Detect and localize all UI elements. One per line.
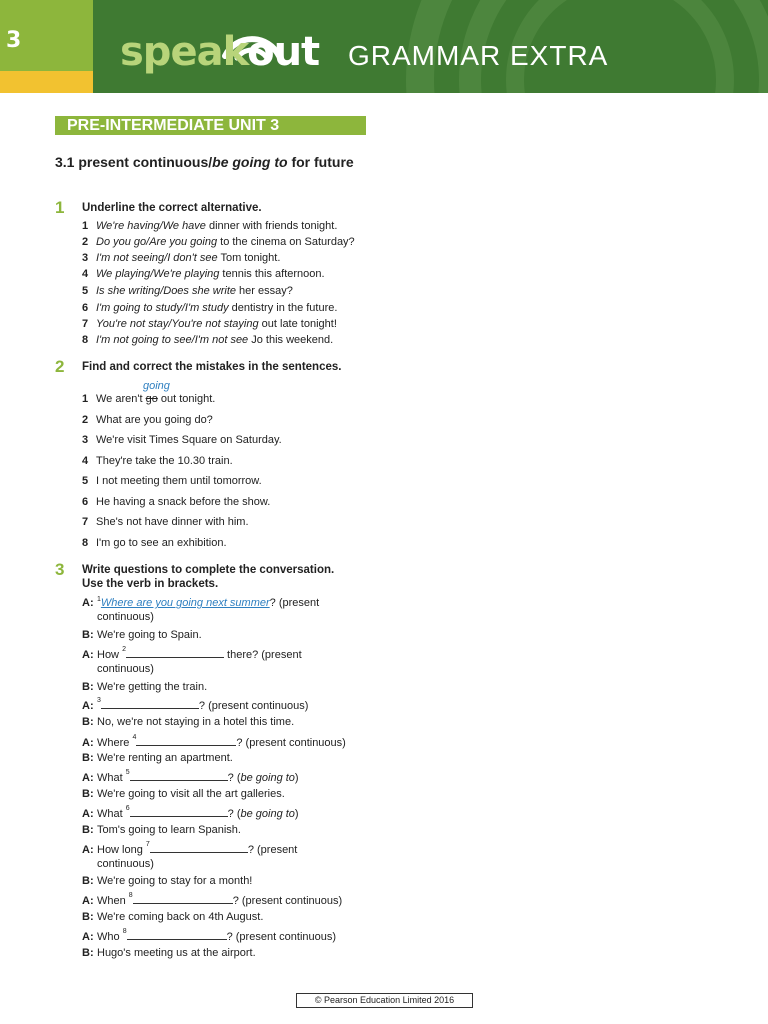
ex2-item: 6 He having a snack before the show. <box>82 496 271 508</box>
unit-number: 3 <box>6 28 22 53</box>
ex1-item: 1 We're having/We have dinner with friends tonight. <box>82 220 338 232</box>
exercise-1-number: 1 <box>55 198 65 217</box>
answer-blank[interactable] <box>136 734 236 746</box>
copyright-footer: © Pearson Education Limited 2016 <box>296 993 473 1008</box>
exercise-3-instruction: Write questions to complete the conversation. Use the verb in brackets. <box>82 564 335 590</box>
answer-blank[interactable] <box>101 697 199 709</box>
exercise-2-instruction: Find and correct the mistakes in the sentences. <box>82 361 342 373</box>
ex2-item: 3 We're visit Times Square on Saturday. <box>82 434 282 446</box>
exercise-1-instruction: Underline the correct alternative. <box>82 202 262 214</box>
exercise-3-number: 3 <box>55 560 65 579</box>
dialogue-line: A: When $^8$ ? (present continuous) <box>82 892 343 907</box>
dialogue-line: A: What $^5$ ? (be going to) <box>82 769 299 784</box>
dialogue-line: B: We're going to visit all the art galleries. <box>82 788 285 800</box>
dialogue-line: B: No, we're not staying in a hotel this time. <box>82 716 295 728</box>
dialogue-line: B: Tom's going to learn Spanish. <box>82 824 241 836</box>
dialogue-line: B: We're going to stay for a month! <box>82 875 253 887</box>
answer-blank[interactable] <box>130 769 228 781</box>
unit-label: PRE-INTERMEDIATE UNIT 3 <box>55 116 366 135</box>
example-correction: going <box>143 380 170 392</box>
answer-blank[interactable] <box>133 892 233 904</box>
section-title: 3.1 present continuous/be going to for future <box>55 154 354 170</box>
answer-blank[interactable] <box>126 646 224 658</box>
ex2-item: 8 I'm go to see an exhibition. <box>82 537 227 549</box>
ex1-item: 5 Is she writing/Does she write her essay? <box>82 285 293 297</box>
dialogue-line: B: We're coming back on 4th August. <box>82 911 264 923</box>
unit-tab-accent <box>0 71 93 93</box>
ex2-item: 7 She's not have dinner with him. <box>82 516 249 528</box>
dialogue-line: B: We're getting the train. <box>82 681 208 693</box>
dialogue-line: A: $^1$Where are you going next summer? (present continuous) <box>82 596 320 623</box>
dialogue-line: A: Who $^8$ ? (present continuous) <box>82 928 337 943</box>
dialogue-line: A: Where $^4$ ? (present continuous) <box>82 734 346 749</box>
speakout-logo: speakout <box>120 29 320 75</box>
page-header <box>0 0 768 93</box>
ex1-item: 4 We playing/We're playing tennis this afternoon. <box>82 268 325 280</box>
ex2-item: 2 What are you going do? <box>82 414 213 426</box>
ex1-item: 8 I'm not going to see/I'm not see Jo this weekend. <box>82 334 334 346</box>
ex2-item: 1 We aren't go out tonight. <box>82 393 216 405</box>
answer-blank[interactable] <box>150 841 248 853</box>
dialogue-line: A: How $^2$ there? (present continuous) <box>82 646 302 675</box>
dialogue-line: A: What $^6$ ? (be going to) <box>82 805 299 820</box>
ex2-item: 5 I not meeting them until tomorrow. <box>82 475 262 487</box>
dialogue-line: A: How long $^7$ ? (present continuous) <box>82 841 298 870</box>
dialogue-line: B: We're renting an apartment. <box>82 752 233 764</box>
exercise-2-number: 2 <box>55 357 65 376</box>
ex1-item: 2 Do you go/Are you going to the cinema on Saturday? <box>82 236 355 248</box>
dialogue-line: A: $^3$ ? (present continuous) <box>82 697 309 712</box>
answer-blank[interactable] <box>130 805 228 817</box>
ex1-item: 7 You're not stay/You're not staying out late tonight! <box>82 318 337 330</box>
header-title: GRAMMAR EXTRA <box>348 40 609 71</box>
answer-blank[interactable] <box>127 928 227 940</box>
dialogue-line: B: Hugo's meeting us at the airport. <box>82 947 256 959</box>
ex1-item: 3 I'm not seeing/I don't see Tom tonight. <box>82 252 281 264</box>
dialogue-line: B: We're going to Spain. <box>82 629 202 641</box>
ex1-item: 6 I'm going to study/I'm study dentistry in the future. <box>82 302 338 314</box>
ex2-item: 4 They're take the 10.30 train. <box>82 455 233 467</box>
